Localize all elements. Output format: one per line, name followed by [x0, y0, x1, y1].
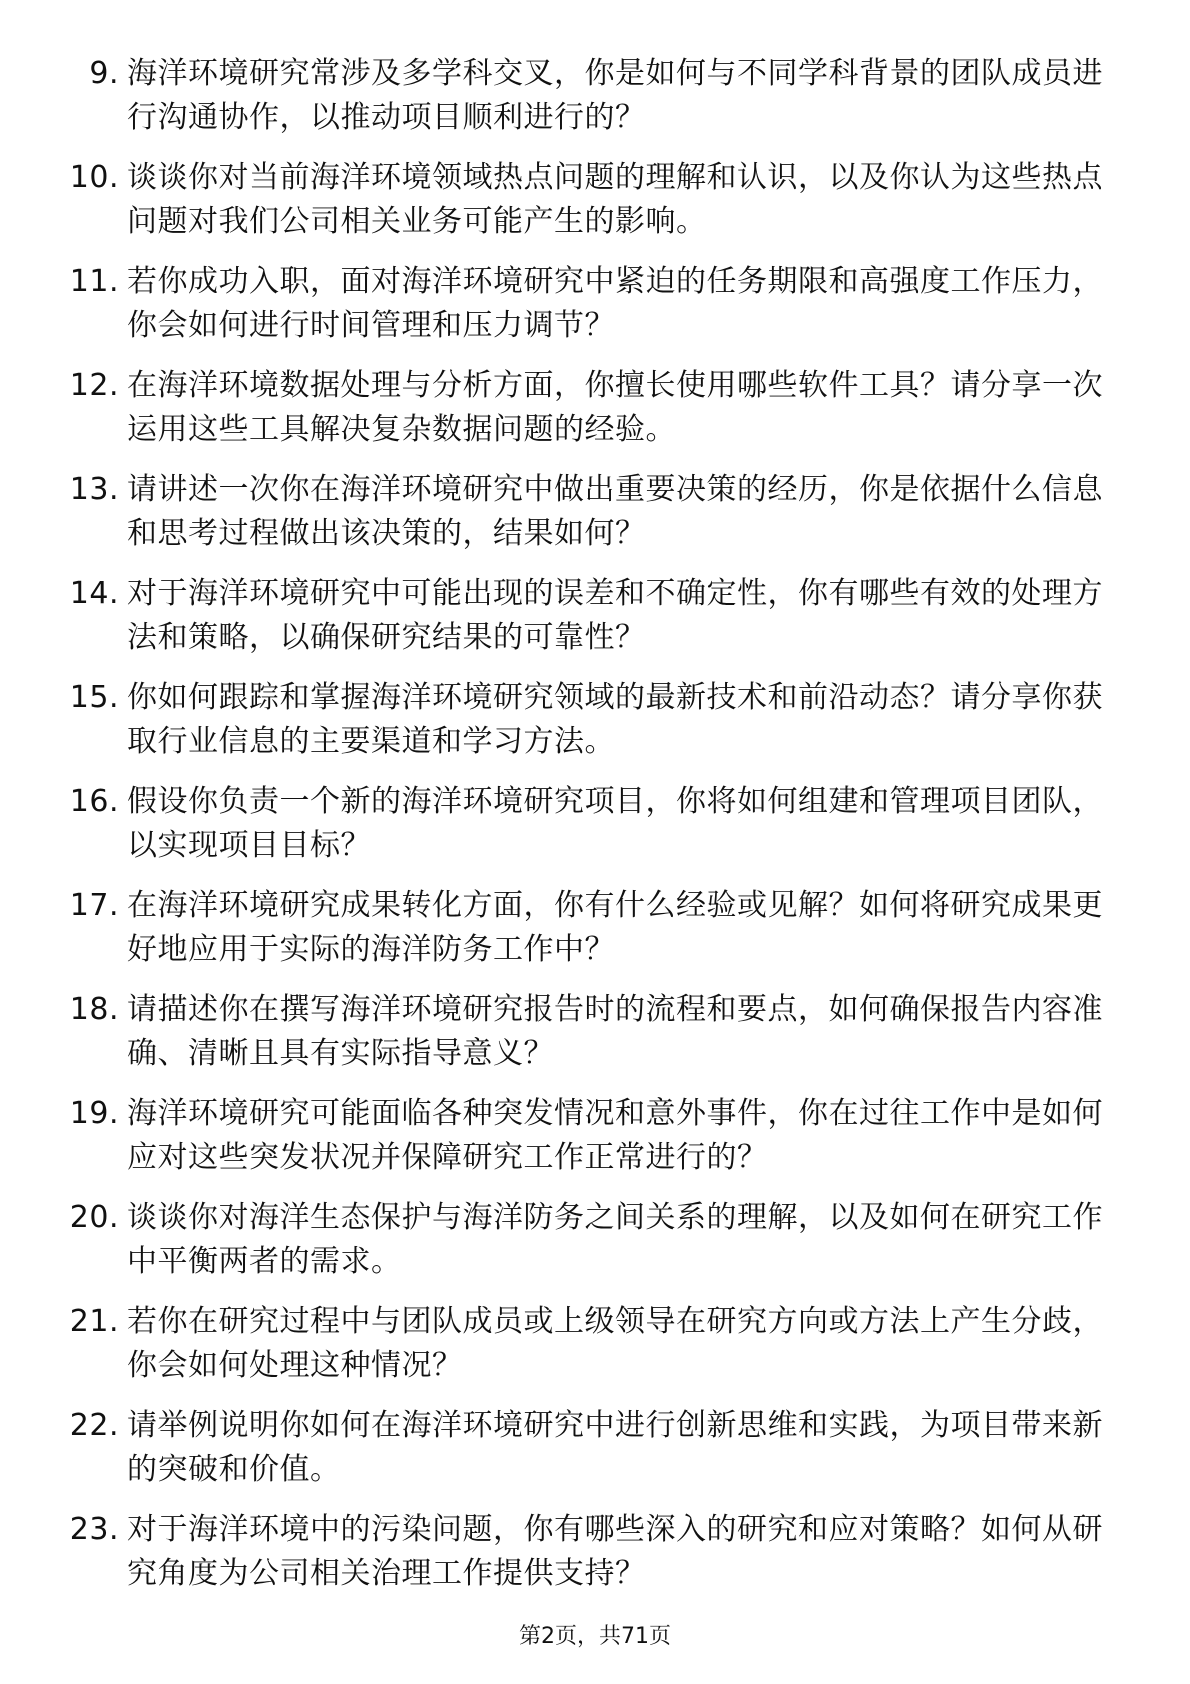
question-number: 22. — [69, 1408, 119, 1443]
question-text: 在海洋环境数据处理与分析方面，你擅长使用哪些软件工具？请分享一次运用这些工具解决复杂数据问题的经验。 — [127, 368, 1103, 447]
question-text: 若你成功入职，面对海洋环境研究中紧迫的任务期限和高强度工作压力，你会如何进行时间管理和压力调节？ — [127, 264, 1103, 343]
question-item — [55, 156, 1115, 260]
question-item — [55, 260, 1115, 364]
question-number: 14. — [69, 576, 119, 611]
page-footer — [0, 1622, 1190, 1652]
question-number: 23. — [69, 1512, 119, 1547]
question-number: 21. — [69, 1304, 119, 1339]
question-number: 17. — [69, 888, 119, 923]
question-item — [55, 780, 1115, 884]
question-text: 在海洋环境研究成果转化方面，你有什么经验或见解？如何将研究成果更好地应用于实际的海洋防务工作中？ — [127, 888, 1103, 967]
question-item — [55, 1092, 1115, 1196]
question-text: 请讲述一次你在海洋环境研究中做出重要决策的经历，你是依据什么信息和思考过程做出该决策的，结果如何？ — [127, 472, 1103, 551]
question-list — [55, 52, 1115, 1612]
question-item — [55, 52, 1115, 156]
question-text: 海洋环境研究常涉及多学科交叉，你是如何与不同学科背景的团队成员进行沟通协作，以推动项目顺利进行的？ — [127, 56, 1103, 135]
question-item — [55, 468, 1115, 572]
question-text: 请举例说明你如何在海洋环境研究中进行创新思维和实践，为项目带来新的突破和价值。 — [127, 1408, 1103, 1487]
question-item — [55, 676, 1115, 780]
question-item — [55, 988, 1115, 1092]
question-item — [55, 1404, 1115, 1508]
question-item — [55, 884, 1115, 988]
question-item — [55, 572, 1115, 676]
question-number: 20. — [69, 1200, 119, 1235]
page-indicator: 第2页，共71页 — [519, 1624, 671, 1649]
question-number: 19. — [69, 1096, 119, 1131]
question-item — [55, 1508, 1115, 1612]
question-text: 谈谈你对当前海洋环境领域热点问题的理解和认识，以及你认为这些热点问题对我们公司相关业务可能产生的影响。 — [127, 160, 1103, 239]
question-item — [55, 1196, 1115, 1300]
question-text: 假设你负责一个新的海洋环境研究项目，你将如何组建和管理项目团队，以实现项目目标？ — [127, 784, 1103, 863]
question-item — [55, 1300, 1115, 1404]
question-number: 15. — [69, 680, 119, 715]
question-text: 若你在研究过程中与团队成员或上级领导在研究方向或方法上产生分歧，你会如何处理这种情况？ — [127, 1304, 1103, 1383]
question-number: 18. — [69, 992, 119, 1027]
question-text: 对于海洋环境中的污染问题，你有哪些深入的研究和应对策略？如何从研究角度为公司相关治理工作提供支持？ — [127, 1512, 1103, 1591]
question-number: 13. — [69, 472, 119, 507]
question-text: 谈谈你对海洋生态保护与海洋防务之间关系的理解，以及如何在研究工作中平衡两者的需求。 — [127, 1200, 1103, 1279]
question-number: 16. — [69, 784, 119, 819]
question-text: 海洋环境研究可能面临各种突发情况和意外事件，你在过往工作中是如何应对这些突发状况并保障研究工作正常进行的？ — [127, 1096, 1103, 1175]
question-text: 你如何跟踪和掌握海洋环境研究领域的最新技术和前沿动态？请分享你获取行业信息的主要渠道和学习方法。 — [127, 680, 1103, 759]
question-number: 10. — [69, 160, 119, 195]
question-item — [55, 364, 1115, 468]
question-text: 对于海洋环境研究中可能出现的误差和不确定性，你有哪些有效的处理方法和策略，以确保研究结果的可靠性？ — [127, 576, 1103, 655]
question-number: 12. — [69, 368, 119, 403]
question-text: 请描述你在撰写海洋环境研究报告时的流程和要点，如何确保报告内容准确、清晰且具有实际指导意义？ — [127, 992, 1103, 1071]
question-number: 9. — [89, 56, 119, 91]
question-number: 11. — [69, 264, 119, 299]
